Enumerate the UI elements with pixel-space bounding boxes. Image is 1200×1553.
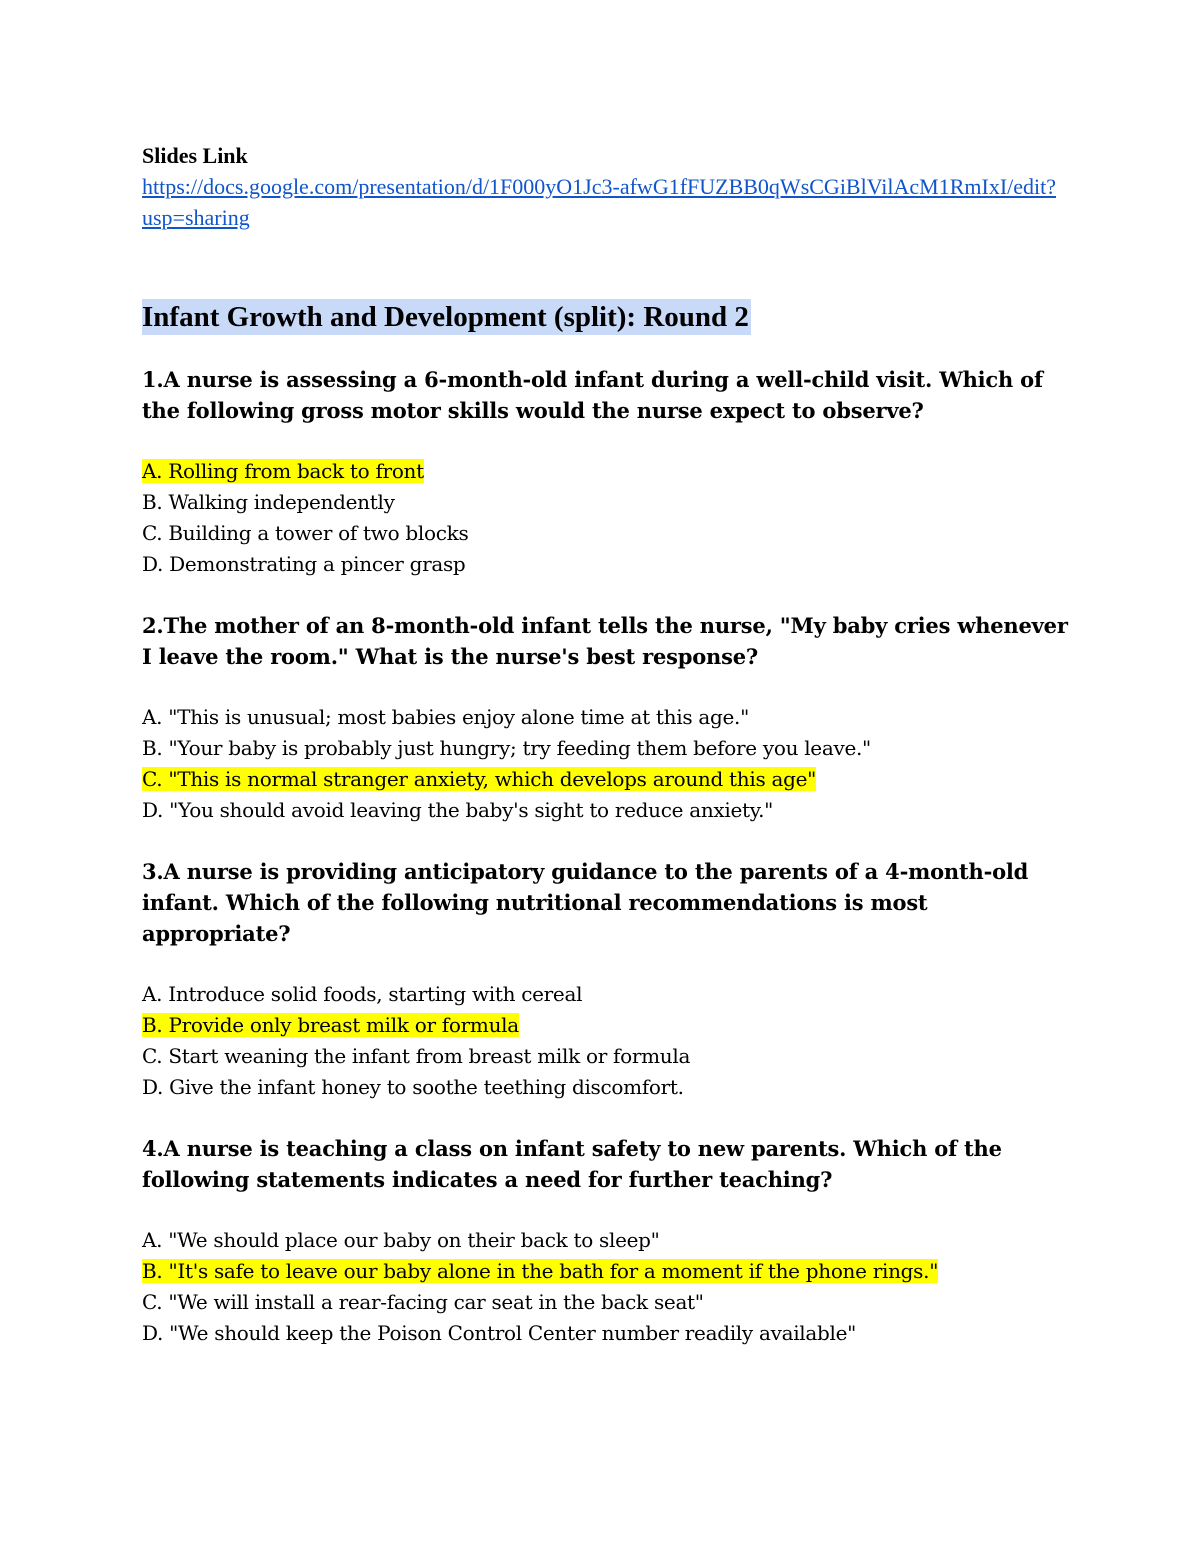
option-text-highlighted: C. "This is normal stranger anxiety, which develops around this age" bbox=[142, 767, 817, 791]
option-text: B. Walking independently bbox=[142, 490, 395, 514]
question-block bbox=[142, 364, 1082, 580]
slides-link-label: Slides Link bbox=[142, 143, 248, 168]
option-d bbox=[142, 549, 1082, 580]
option-text: C. "We will install a rear-facing car seat in the back seat" bbox=[142, 1290, 704, 1314]
option-text: C. Start weaning the infant from breast milk or formula bbox=[142, 1044, 691, 1068]
option-text: A. "We should place our baby on their back to sleep" bbox=[142, 1228, 660, 1252]
section-heading: Infant Growth and Development (split): Round 2 bbox=[142, 301, 749, 333]
option-c bbox=[142, 1287, 1082, 1318]
option-text: D. "We should keep the Poison Control Center number readily available" bbox=[142, 1321, 857, 1345]
question-block bbox=[142, 1133, 1082, 1349]
options-list bbox=[142, 979, 1082, 1103]
question-text: 4.A nurse is teaching a class on infant safety to new parents. Which of the following statements indicates a need for further teaching? bbox=[142, 1136, 1002, 1192]
option-b bbox=[142, 487, 1082, 518]
option-b bbox=[142, 733, 1082, 764]
options-list bbox=[142, 456, 1082, 580]
question-text: 2.The mother of an 8-month-old infant tells the nurse, "My baby cries whenever I leave the room." What is the nurse's best response? bbox=[142, 613, 1068, 669]
option-d bbox=[142, 1072, 1082, 1103]
option-d bbox=[142, 795, 1082, 826]
option-a bbox=[142, 979, 1082, 1010]
option-text: D. Demonstrating a pincer grasp bbox=[142, 552, 466, 576]
option-b bbox=[142, 1256, 1082, 1287]
option-text-highlighted: B. Provide only breast milk or formula bbox=[142, 1013, 519, 1037]
option-text: D. Give the infant honey to soothe teething discomfort. bbox=[142, 1075, 684, 1099]
option-text: A. Introduce solid foods, starting with cereal bbox=[142, 982, 583, 1006]
options-list bbox=[142, 702, 1082, 826]
option-text: D. "You should avoid leaving the baby's sight to reduce anxiety." bbox=[142, 798, 774, 822]
option-d bbox=[142, 1318, 1082, 1349]
option-c bbox=[142, 764, 1082, 795]
option-text: A. "This is unusual; most babies enjoy alone time at this age." bbox=[142, 705, 749, 729]
question-block bbox=[142, 610, 1082, 826]
option-c bbox=[142, 518, 1082, 549]
option-a bbox=[142, 456, 1082, 487]
option-text: B. "Your baby is probably just hungry; try feeding them before you leave." bbox=[142, 736, 871, 760]
option-a bbox=[142, 702, 1082, 733]
question-text: 3.A nurse is providing anticipatory guidance to the parents of a 4-month-old infant. Which of the following nutritional recommendations is most appropriate? bbox=[142, 859, 1029, 946]
option-text-highlighted: B. "It's safe to leave our baby alone in the bath for a moment if the phone rings." bbox=[142, 1259, 939, 1283]
question-text: 1.A nurse is assessing a 6-month-old infant during a well-child visit. Which of the following gross motor skills would the nurse expect to observe? bbox=[142, 367, 1043, 423]
option-b bbox=[142, 1010, 1082, 1041]
document-page bbox=[142, 140, 1082, 1349]
option-text: C. Building a tower of two blocks bbox=[142, 521, 469, 545]
option-a bbox=[142, 1225, 1082, 1256]
question-block bbox=[142, 856, 1082, 1103]
options-list bbox=[142, 1225, 1082, 1349]
option-c bbox=[142, 1041, 1082, 1072]
option-text-highlighted: A. Rolling from back to front bbox=[142, 459, 424, 483]
slides-link[interactable]: https://docs.google.com/presentation/d/1F000yO1Jc3-afwG1fFUZBB0qWsCGiBlVilAcM1RmIxI/edit?usp=sharing bbox=[142, 174, 1057, 230]
